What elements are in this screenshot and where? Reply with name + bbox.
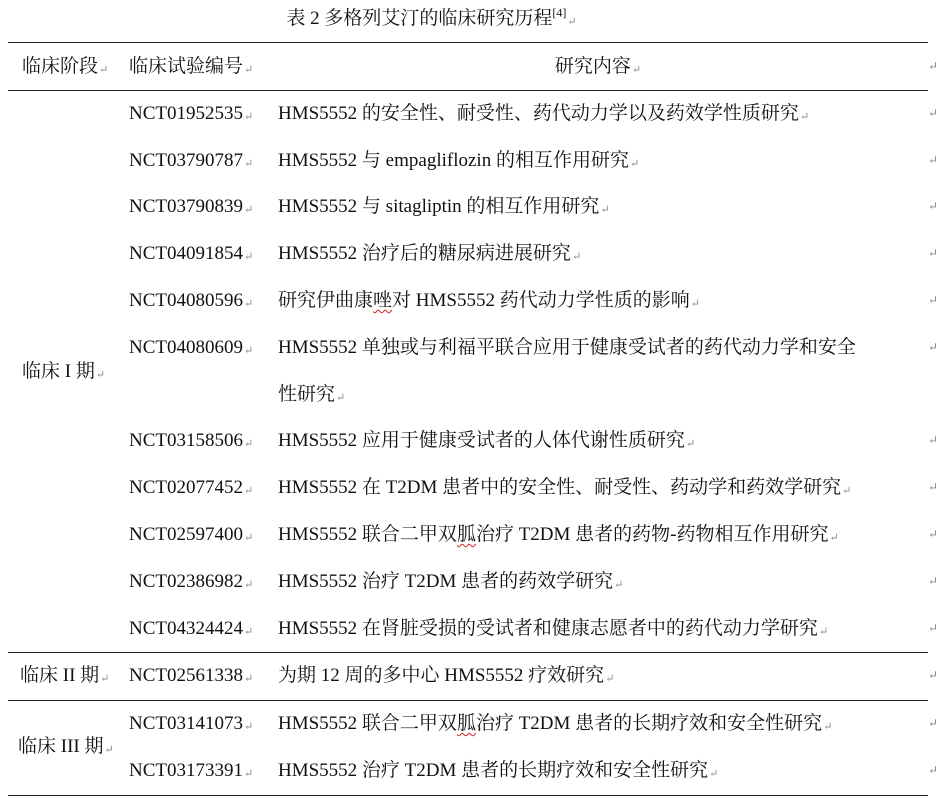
- paragraph-mark-icon: ↵: [244, 438, 254, 450]
- row-end-mark-icon: ↵: [928, 621, 938, 635]
- paragraph-mark-icon: ↵: [99, 64, 109, 76]
- row-end-mark-icon: ↵: [928, 106, 938, 120]
- trial-id: NCT04091854↵: [129, 243, 254, 264]
- stage-cell-phase-2: 临床 II 期↵: [20, 665, 110, 686]
- paragraph-mark-icon: ↵: [104, 744, 114, 756]
- row-end-mark-icon: ↵: [928, 574, 938, 588]
- paragraph-mark-icon: ↵: [244, 626, 254, 638]
- trial-description: HMS5552 治疗后的糖尿病进展研究↵: [278, 243, 582, 264]
- header-stage: 临床阶段↵: [22, 56, 109, 77]
- group-rule: [8, 700, 928, 701]
- trial-description: HMS5552 在 T2DM 患者中的安全性、耐受性、药动学和药效学研究↵: [278, 477, 852, 498]
- group-rule: [8, 652, 928, 653]
- paragraph-mark-icon: ↵: [336, 392, 346, 404]
- row-end-mark-icon: ↵: [928, 153, 938, 167]
- paragraph-mark-icon: ↵: [818, 626, 829, 638]
- paragraph-mark-icon: ↵: [571, 251, 582, 263]
- paragraph-mark-icon: ↵: [690, 298, 700, 310]
- paragraph-mark-icon: ↵: [244, 673, 254, 685]
- row-end-mark-icon: ↵: [928, 199, 938, 213]
- trial-id: NCT03158506↵: [129, 430, 254, 451]
- paragraph-mark-icon: ↵: [244, 64, 254, 76]
- paragraph-mark-icon: ↵: [244, 204, 254, 216]
- trial-id: NCT04080596↵: [129, 290, 254, 311]
- row-end-mark-icon: ↵: [928, 763, 938, 777]
- trial-description: HMS5552 与 empagliflozin 的相互作用研究↵: [278, 150, 640, 171]
- row-end-mark-icon: ↵: [928, 433, 938, 447]
- paragraph-mark-icon: ↵: [244, 768, 254, 780]
- paragraph-mark-icon: ↵: [244, 111, 254, 123]
- trial-id: NCT02597400↵: [129, 524, 254, 545]
- stage-cell-phase-1: 临床 I 期↵: [22, 361, 106, 382]
- trial-id: NCT02561338↵: [129, 665, 254, 686]
- header-content: 研究内容↵: [554, 56, 642, 77]
- caption-reference: [4]: [552, 5, 567, 20]
- paragraph-mark-icon: ↵: [829, 532, 839, 544]
- trial-id: NCT03790839↵: [129, 196, 254, 217]
- row-end-mark-icon: ↵: [928, 668, 938, 682]
- paragraph-mark-icon: ↵: [823, 721, 833, 733]
- trial-description: HMS5552 应用于健康受试者的人体代谢性质研究↵: [278, 430, 696, 451]
- trial-description: HMS5552 在肾脏受损的受试者和健康志愿者中的药代动力学研究↵: [278, 618, 829, 639]
- table-caption: [0, 6, 863, 35]
- paragraph-mark-icon: ↵: [709, 768, 719, 780]
- row-end-mark-icon: ↵: [928, 340, 938, 354]
- trial-description: HMS5552 联合二甲双胍治疗 T2DM 患者的药物-药物相互作用研究↵: [278, 524, 839, 545]
- row-end-mark-icon: ↵: [928, 59, 938, 73]
- paragraph-mark-icon: ↵: [600, 204, 610, 216]
- paragraph-mark-icon: ↵: [614, 579, 624, 591]
- paragraph-mark-icon: ↵: [244, 251, 254, 263]
- row-end-mark-icon: ↵: [928, 293, 938, 307]
- paragraph-mark-icon: ↵: [567, 16, 577, 28]
- trial-description: HMS5552 联合二甲双胍治疗 T2DM 患者的长期疗效和安全性研究↵: [278, 713, 833, 734]
- trial-description: HMS5552 与 sitagliptin 的相互作用研究↵: [278, 196, 610, 217]
- paragraph-mark-icon: ↵: [244, 298, 254, 310]
- paragraph-mark-icon: ↵: [605, 673, 615, 685]
- trial-description: 为期 12 周的多中心 HMS5552 疗效研究↵: [278, 665, 615, 686]
- paragraph-mark-icon: ↵: [629, 158, 640, 170]
- caption-text: 表 2 多格列艾汀的临床研究历程: [286, 8, 553, 29]
- paragraph-mark-icon: ↵: [244, 579, 254, 591]
- trial-description: HMS5552 的安全性、耐受性、药代动力学以及药效学性质研究↵: [278, 103, 810, 124]
- stage-cell-phase-3: 临床 III 期↵: [18, 736, 114, 757]
- row-end-mark-icon: ↵: [928, 246, 938, 260]
- paragraph-mark-icon: ↵: [100, 673, 110, 685]
- paragraph-mark-icon: ↵: [685, 438, 696, 450]
- trial-id: NCT04324424↵: [129, 618, 254, 639]
- trial-description: HMS5552 单独或与利福平联合应用于健康受试者的药代动力学和安全: [278, 337, 856, 358]
- paragraph-mark-icon: ↵: [244, 721, 254, 733]
- paragraph-mark-icon: ↵: [95, 369, 106, 381]
- paragraph-mark-icon: ↵: [799, 111, 810, 123]
- paragraph-mark-icon: ↵: [244, 485, 254, 497]
- trial-description: HMS5552 治疗 T2DM 患者的长期疗效和安全性研究↵: [278, 760, 719, 781]
- trial-description: HMS5552 治疗 T2DM 患者的药效学研究↵: [278, 571, 624, 592]
- trial-id: NCT02386982↵: [129, 571, 254, 592]
- trial-id: NCT01952535↵: [129, 103, 254, 124]
- spellcheck-flagged-text: 唑: [373, 290, 393, 311]
- trial-id: NCT04080609↵: [129, 337, 254, 358]
- trial-id: NCT02077452↵: [129, 477, 254, 498]
- row-end-mark-icon: ↵: [928, 527, 938, 541]
- row-end-mark-icon: ↵: [928, 480, 938, 494]
- trial-id: NCT03141073↵: [129, 713, 254, 734]
- header-rule: [8, 90, 928, 91]
- paragraph-mark-icon: ↵: [244, 158, 254, 170]
- spellcheck-flagged-text: 胍: [456, 713, 476, 734]
- trial-description-continuation: 性研究↵: [278, 384, 346, 405]
- header-trial-id: 临床试验编号↵: [129, 56, 254, 77]
- paragraph-mark-icon: ↵: [631, 64, 642, 76]
- trial-id: NCT03790787↵: [129, 150, 254, 171]
- table-top-rule: [8, 42, 928, 43]
- paragraph-mark-icon: ↵: [244, 532, 254, 544]
- trial-description: 研究伊曲康唑对 HMS5552 药代动力学性质的影响↵: [278, 290, 700, 311]
- trial-id: NCT03173391↵: [129, 760, 254, 781]
- table-bottom-rule: [8, 795, 928, 796]
- paragraph-mark-icon: ↵: [842, 485, 852, 497]
- spellcheck-flagged-text: 胍: [456, 524, 476, 545]
- row-end-mark-icon: ↵: [928, 716, 938, 730]
- paragraph-mark-icon: ↵: [244, 345, 254, 357]
